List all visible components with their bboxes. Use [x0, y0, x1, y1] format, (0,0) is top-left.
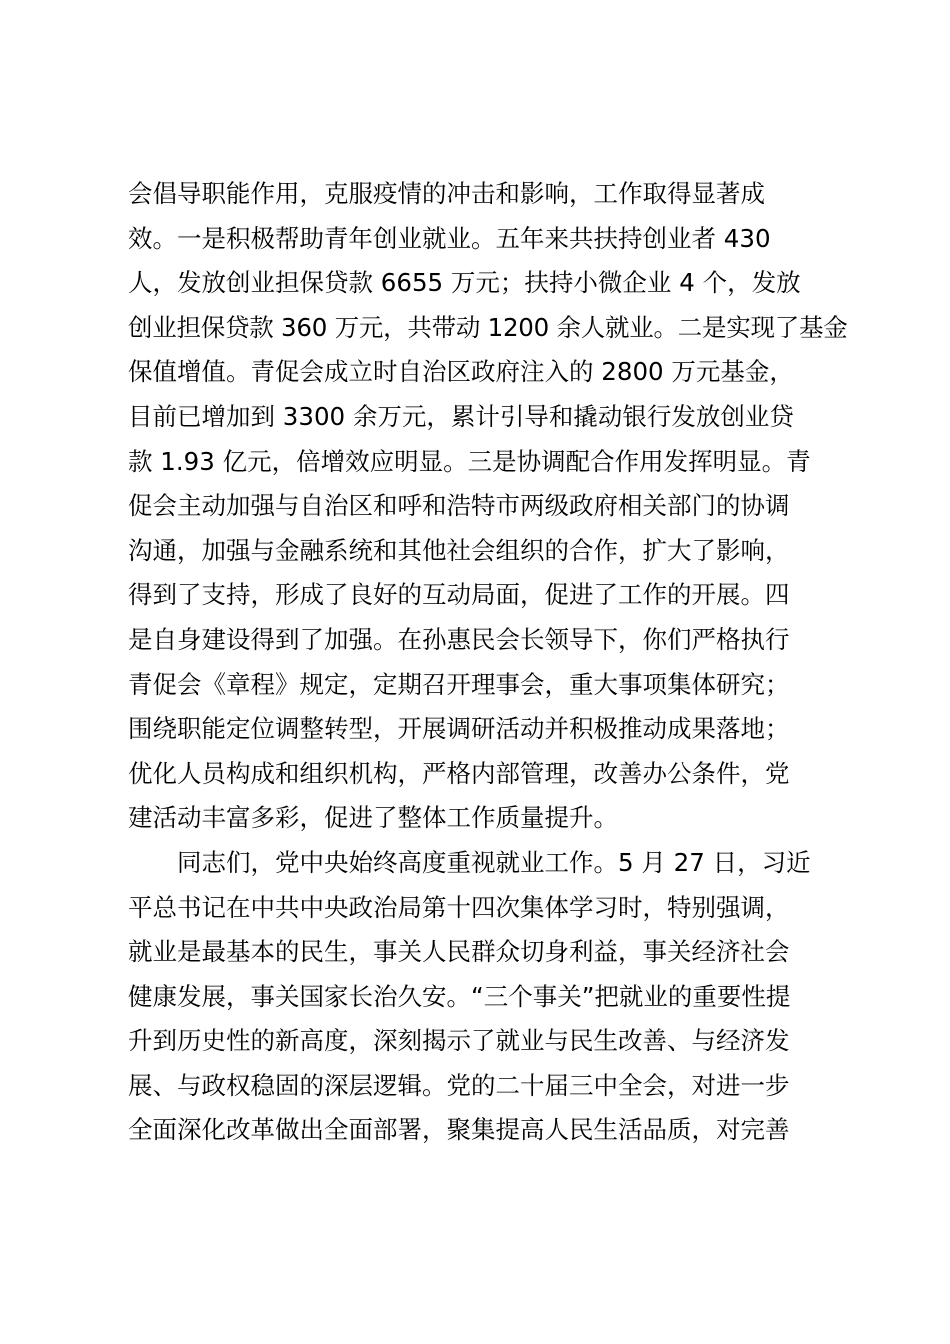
text-line: 优化人员构成和组织机构，严格内部管理，改善办公条件，党	[128, 758, 790, 788]
text-line: 款 1.93 亿元，倍增效应明显。三是协调配合作用发挥明显。青	[128, 446, 811, 476]
text-line: 会倡导职能作用，克服疫情的冲击和影响，工作取得显著成	[128, 179, 765, 208]
text-line: 效。一是积极帮助青年创业就业。五年来共扶持创业者 430	[128, 223, 771, 253]
text-line: 展、与政权稳固的深层逻辑。党的二十届三中全会，对进一步	[128, 1070, 790, 1100]
text-line: 青促会《章程》规定，定期召开理事会，重大事项集体研究；	[128, 669, 790, 699]
text-line: 是自身建设得到了加强。在孙惠民会长领导下，你们严格执行	[128, 624, 790, 654]
text-line: 促会主动加强与自治区和呼和浩特市两级政府相关部门的协调	[128, 491, 790, 521]
text-line: 沟通，加强与金融系统和其他社会组织的合作，扩大了影响，	[128, 535, 790, 565]
text-line: 围绕职能定位调整转型，开展调研活动并积极推动成果落地；	[128, 714, 790, 744]
text-line: 同志们，党中央始终高度重视就业工作。5 月 27 日，习近	[177, 847, 811, 877]
text-line: 目前已增加到 3300 余万元，累计引导和撬动银行发放创业贷	[128, 401, 794, 431]
text-line: 建活动丰富多彩，促进了整体工作质量提升。	[128, 803, 618, 833]
paragraph	[128, 172, 848, 841]
text-line: 升到历史性的新高度，深刻揭示了就业与民生改善、与经济发	[128, 1026, 790, 1056]
text-line: 平总书记在中共中央政治局第十四次集体学习时，特别强调，	[128, 892, 790, 922]
document-body	[128, 172, 848, 1153]
text-line: 人，发放创业担保贷款 6655 万元；扶持小微企业 4 个，发放	[128, 268, 801, 298]
paragraph	[128, 841, 848, 1153]
text-line: 保值增值。青促会成立时自治区政府注入的 2800 万元基金，	[128, 357, 794, 387]
text-line: 创业担保贷款 360 万元，共带动 1200 余人就业。二是实现了基金	[128, 312, 848, 342]
text-line: 得到了支持，形成了良好的互动局面，促进了工作的开展。四	[128, 580, 790, 610]
text-line: 全面深化改革做出全面部署，聚集提高人民生活品质，对完善	[128, 1115, 790, 1145]
text-line: 健康发展，事关国家长治久安。“三个事关”把就业的重要性提	[128, 981, 791, 1011]
text-line: 就业是最基本的民生，事关人民群众切身利益，事关经济社会	[128, 937, 790, 967]
